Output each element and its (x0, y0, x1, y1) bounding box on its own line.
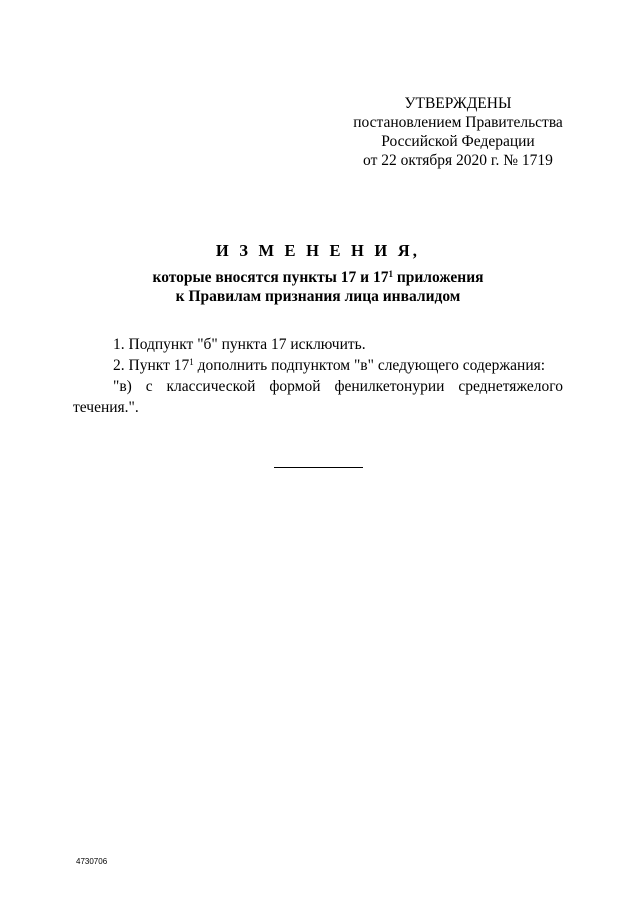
document-number: 4730706 (76, 857, 108, 866)
body-item-2-text: 2. Пункт 17 (113, 357, 190, 374)
body-quote-line-2: течения.". (73, 399, 139, 416)
heading-superscript: 1 (388, 269, 393, 279)
document-heading (60, 240, 576, 306)
heading-subtitle-1-text: которые вносятся пункты 17 и 17 (152, 269, 389, 286)
heading-subtitle-2: к Правилам признания лица инвалидом (175, 288, 461, 305)
body-item-2-superscript: 1 (189, 357, 194, 367)
body-item-2-tail: дополнить подпунктом "в" следующего содержания: (193, 357, 546, 374)
approval-date-line: от 22 октября 2020 г. № 1719 (363, 152, 553, 169)
body-item-1: 1. Подпункт "б" пункта 17 исключить. (113, 336, 366, 353)
closing-divider (274, 467, 363, 468)
body-item-2 (73, 355, 563, 376)
body-quote-line-1: "в) с классической формой фенилкетонурии среднетяжелого (113, 378, 563, 395)
heading-subtitle-1-tail: приложения (392, 269, 484, 286)
approval-block (340, 94, 576, 170)
approval-line-2: Российской Федерации (381, 133, 535, 150)
document-body (73, 334, 563, 418)
heading-subtitle-1 (60, 268, 576, 287)
approval-line-1: постановлением Правительства (353, 114, 563, 131)
heading-title: И З М Е Н Е Н И Я, (215, 241, 421, 260)
approval-title: УТВЕРЖДЕНЫ (404, 95, 512, 112)
